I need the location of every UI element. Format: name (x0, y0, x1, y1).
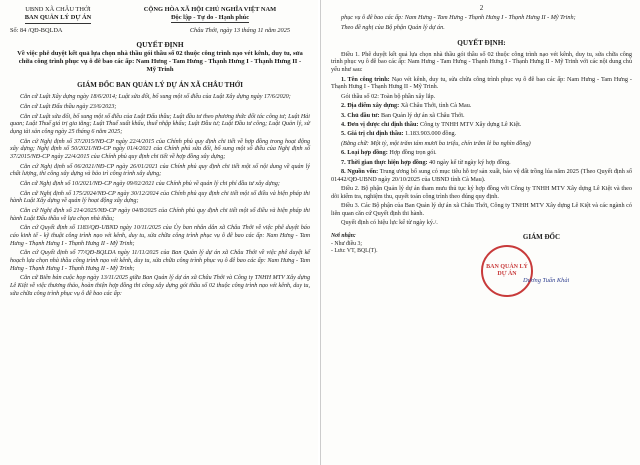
number-date-row (10, 27, 310, 34)
document-number: Số: 84 /QĐ-BQLDA (10, 27, 63, 34)
article-3: Điều 3. Các Bộ phận của Ban Quản lý dự án xã Châu Thới, Công ty TNHH MTV Xây dựng Lê Kiệt và các ngành có liên quan căn cứ Quyết định thi hành. (331, 202, 632, 218)
legal-basis-paragraph: Căn cứ Nghị định số 06/2021/NĐ-CP ngày 26/01/2021 của Chính phủ quy định chi tiết một số nội dung về quản lý chất lượng, thi công xây dựng và bảo trì công trình xây dựng; (10, 163, 310, 178)
decision-item-text: Gói thầu số 02: Toàn bộ phần xây lắp. (341, 92, 436, 100)
decision-item-label: 2. Địa điểm xây dựng: (341, 102, 400, 110)
legal-basis-paragraph: Căn cứ Luật Xây dựng ngày 18/6/2014; Luật sửa đổi, bổ sung một số điều của Luật Xây dựng ngày 17/6/2020; (20, 94, 291, 100)
recipient-item: - Lưu: VT, BQL(T). (331, 248, 378, 255)
document-header (10, 6, 310, 24)
signer-signature: Dương Tuấn Khải (523, 277, 570, 285)
decision-item-label: 6. Loại hợp đồng: (341, 149, 388, 157)
signer (451, 233, 632, 299)
decision-item-label: 4. Đơn vị được chỉ định thầu: (341, 120, 419, 128)
issuing-authority: GIÁM ĐỐC BAN QUẢN LÝ DỰ ÁN XÃ CHÂU THỚI (77, 81, 243, 89)
decision-item (331, 149, 632, 157)
document-subject: Về việc phê duyệt kết quả lựa chọn nhà thầu gói thầu số 02 thuộc công trình nạo vét kênh, duy tu, sửa chữa công trình phục vụ ô đê bao các ấp: Nam Hưng - Tam Hưng - Thạnh Hưng I - Thạnh Hưng II - Mỹ Trinh (17, 50, 303, 73)
proposal-line: Theo đề nghị của Bộ phận Quản lý dự án. (341, 23, 445, 31)
decision-item-text: Xã Châu Thới, tỉnh Cà Mau. (399, 102, 472, 110)
legal-basis-paragraph: Căn cứ Luật Đấu thầu ngày 23/6/2023; (20, 103, 117, 110)
legal-basis-paragraph: Căn cứ Quyết định số 1183/QĐ-UBND ngày 10/11/2025 của Ủy ban nhân dân xã Châu Thới về việc phê duyệt báo cáo kinh tế - kỹ thuật công trình nạo vét kênh, duy tu, sửa chữa công trình phục vụ ô đê bao các ấp: Nam Hưng - Tam Hưng - Thạnh Hưng I - Thạnh Hưng II - Mỹ Trinh; (10, 225, 310, 247)
recipients (331, 233, 451, 299)
signature-block (331, 233, 632, 299)
decision-item-text: 40 ngày kể từ ngày ký hợp đồng. (427, 158, 511, 166)
decision-item (331, 159, 632, 167)
legal-basis-paragraph: Căn cứ Nghị định số 175/2024/NĐ-CP ngày 30/12/2024 của Chính phủ quy định chi tiết một số điều và biện pháp thi hành Luật Xây dựng về quản lý hoạt động xây dựng; (10, 190, 310, 205)
decision-item-label: 3. Chủ đầu tư: (341, 111, 380, 119)
decision-item-text: (Bằng chữ: Một tỷ, một trăm tám mươi ba triệu, chín trăm lẻ ba nghìn đồng) (341, 139, 531, 147)
legal-basis-paragraph: Căn cứ Luật sửa đổi, bổ sung một số điều của Luật Đấu thầu; Luật đầu tư theo phương thức đối tác công tư; Luật Hải quan; Luật Thuế giá trị gia tăng; Luật Thuế xuất khẩu, thuế nhập khẩu; Luật Đầu tư; Luật Đầu tư công; Luật Quản lý, sử dụng tài sản công ngày 25 tháng 6 năm 2025; (10, 113, 310, 135)
article-2: Điều 2. Bộ phận Quản lý dự án tham mưu thủ tục ký hợp đồng với Công ty TNHH MTV Xây dựng Lê Kiệt và theo dõi kiểm tra, nghiệm thu, quyết toán công trình theo đúng quy định. (331, 185, 632, 200)
decision-item-label: 1. Tên công trình: (341, 75, 390, 83)
agency-name: BAN QUẢN LÝ DỰ ÁN (25, 14, 92, 24)
article-1: Điều 1. Phê duyệt kết quả lựa chọn nhà thầu gói thầu số 02 thuộc công trình nạo vét kênh, duy tu, sửa chữa công trình phục vụ ô đê bao các ấp: Nam Hưng - Tam Hưng - Thạnh Hưng I - Thạnh Hưng II - Mỹ Trinh với các nội dung chủ yếu như sau: (331, 50, 632, 74)
decision-item-text: Nạo vét kênh, duy tu, sửa chữa công trình phục vụ ô đê bao các ấp: Nam Hưng - Tam Hưng - Thạnh Hưng I - Thạnh Hưng II - Mỹ Trinh. (331, 75, 632, 91)
recipients-label: Nơi nhận: (331, 233, 356, 240)
decision-item-text: Ban Quản lý dự án xã Châu Thới. (379, 111, 465, 119)
agency-parent: UBND XÃ CHÂU THỚI (25, 6, 91, 13)
legal-basis-paragraph: Căn cứ Biên bản cuộc họp ngày 13/11/2025 giữa Ban Quản lý dự án xã Châu Thới và Công ty TNHH MTV Xây dựng Lê Kiệt về việc thương thảo, hoàn thiện hợp đồng thi công xây dựng gói thầu số 02 thuộc công trình nạo vét kênh, duy tu, sửa chữa công trình phục vụ ô đê bao các ấp: (10, 275, 310, 297)
decision-item-label: 8. Nguồn vốn: (341, 167, 379, 175)
country-name: CỘNG HÒA XÃ HỘI CHỦ NGHĨA VIỆT NAM (143, 6, 277, 13)
legal-basis-paragraph: Căn cứ Nghị định số 214/2025/NĐ-CP ngày 04/8/2025 của Chính phủ quy định chi tiết một số điều và biện pháp thi hành Luật Đấu thầu về lựa chọn nhà thầu; (10, 208, 310, 222)
decision-item-text: Trung ương bổ sung có mục tiêu hỗ trợ sản xuất, bảo vệ đất trồng lúa năm 2025 (Theo Quyết định số 01442/QĐ-UBND ngày 20/10/2025 của UBND tỉnh Cà Mau). (331, 167, 632, 183)
decision-item (331, 93, 632, 101)
decision-item-label: 7. Thời gian thực hiện hợp đồng: (341, 158, 428, 166)
stamp-area (451, 243, 632, 299)
recipient-item: - Như điều 3; (331, 240, 362, 247)
legal-basis-paragraph: Căn cứ Nghị định số 37/2015/NĐ-CP ngày 22/4/2015 của Chính phủ quy định chi tiết về hợp đồng trong hoạt động xây dựng; Nghị định số 50/2021/NĐ-CP ngày 01/4/2021 của Chính phủ sửa đổi, bổ sung một số điều của Nghị định số 37/2015/NĐ-CP ngày 22/4/2015 của Chính phủ quy định chi tiết về hợp đồng xây dựng; (10, 138, 310, 160)
page-number: 2 (479, 4, 484, 12)
legal-basis-paragraph: Căn cứ Nghị định số 10/2021/NĐ-CP ngày 09/02/2021 của Chính phủ về quản lý chi phí đầu tư xây dựng; (20, 180, 280, 187)
legal-basis-list (10, 94, 310, 298)
effective-clause: Quyết định có hiệu lực kể từ ngày ký./. (341, 219, 438, 227)
decision-item-text: Công ty TNHH MTV Xây dựng Lê Kiệt. (418, 120, 522, 128)
decision-item-text: 1.183.903.000 đồng. (403, 130, 457, 138)
decision-heading: QUYẾT ĐỊNH: (457, 38, 506, 47)
national-motto: Độc lập - Tự do - Hạnh phúc (170, 14, 250, 21)
continuation-text: phục vụ ô đê bao các ấp: Nam Hưng - Tam Hưng - Thạnh Hưng I - Thạnh Hưng II - Mỹ Trinh; (341, 14, 576, 21)
decision-item-label: 5. Giá trị chỉ định thầu: (341, 130, 404, 138)
decision-item (331, 102, 632, 110)
page-one (0, 0, 318, 465)
decision-item (331, 140, 632, 148)
page-two (320, 0, 640, 465)
decision-item-text: Hợp đồng trọn gói. (387, 149, 437, 157)
decision-item (331, 168, 632, 184)
decision-items (331, 76, 632, 184)
issuing-agency (10, 6, 106, 24)
decision-item (331, 112, 632, 120)
national-heading (110, 6, 310, 24)
decision-item (331, 130, 632, 138)
red-seal-stamp: BAN QUẢN LÝ DỰ ÁN (481, 245, 533, 297)
decision-item (331, 76, 632, 92)
document-title: QUYẾT ĐỊNH (136, 40, 184, 49)
decision-item (331, 121, 632, 129)
document-date: Châu Thới, ngày 13 tháng 11 năm 2025 (189, 27, 290, 34)
legal-basis-paragraph: Căn cứ Quyết định số 77/QĐ-BQLDA ngày 11/11/2025 của Ban Quản lý dự án xã Châu Thới về việc phê duyệt kế hoạch lựa chọn nhà thầu công trình nạo vét kênh, duy tu, sửa chữa công trình phục vụ ô đê bao các ấp: Nam Hưng - Tam Hưng - Thạnh Hưng I - Thạnh Hưng II - Mỹ Trinh; (10, 250, 310, 272)
signer-role: GIÁM ĐỐC (522, 233, 561, 242)
